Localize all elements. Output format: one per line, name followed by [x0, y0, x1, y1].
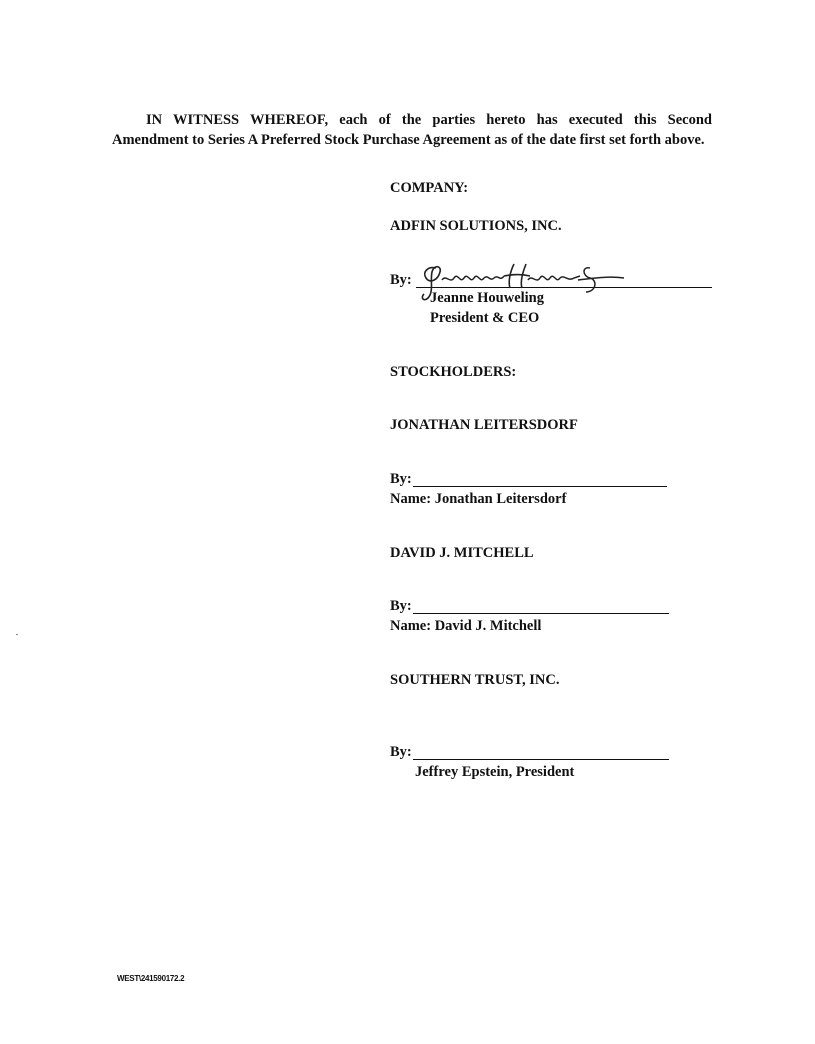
- stockholder-1-by-label: By:: [390, 471, 412, 487]
- stockholder-3-by-label: By:: [390, 744, 412, 760]
- stockholder-1-signature-line: [413, 486, 667, 487]
- scan-speck: [16, 634, 18, 635]
- stockholder-2-signature-line: [413, 613, 669, 614]
- stockholder-name-3: SOUTHERN TRUST, INC.: [390, 672, 560, 688]
- witness-line-2: Amendment to Series A Preferred Stock Purchase Agreement as of the date first set forth above.: [112, 132, 705, 148]
- witness-paragraph: [112, 110, 712, 150]
- document-id: WEST\241590172.2: [117, 974, 185, 983]
- company-by-label: By:: [390, 272, 412, 288]
- stockholder-1-name-line: Name: Jonathan Leitersdorf: [390, 491, 567, 507]
- stockholder-2-by-label: By:: [390, 598, 412, 614]
- stockholders-heading: STOCKHOLDERS:: [390, 364, 517, 380]
- company-signer-name: Jeanne Houweling: [430, 290, 544, 306]
- stockholder-3-signature-line: [413, 759, 669, 760]
- company-name: ADFIN SOLUTIONS, INC.: [390, 218, 562, 234]
- company-heading: COMPANY:: [390, 180, 469, 196]
- witness-line-1: IN WITNESS WHEREOF, each of the parties hereto has executed this Second: [146, 112, 712, 128]
- stockholder-3-signer: Jeffrey Epstein, President: [415, 764, 575, 780]
- stockholder-name-1: JONATHAN LEITERSDORF: [390, 417, 578, 433]
- stockholder-name-2: DAVID J. MITCHELL: [390, 545, 534, 561]
- company-signer-title: President & CEO: [430, 310, 540, 326]
- stockholder-2-name-line: Name: David J. Mitchell: [390, 618, 542, 634]
